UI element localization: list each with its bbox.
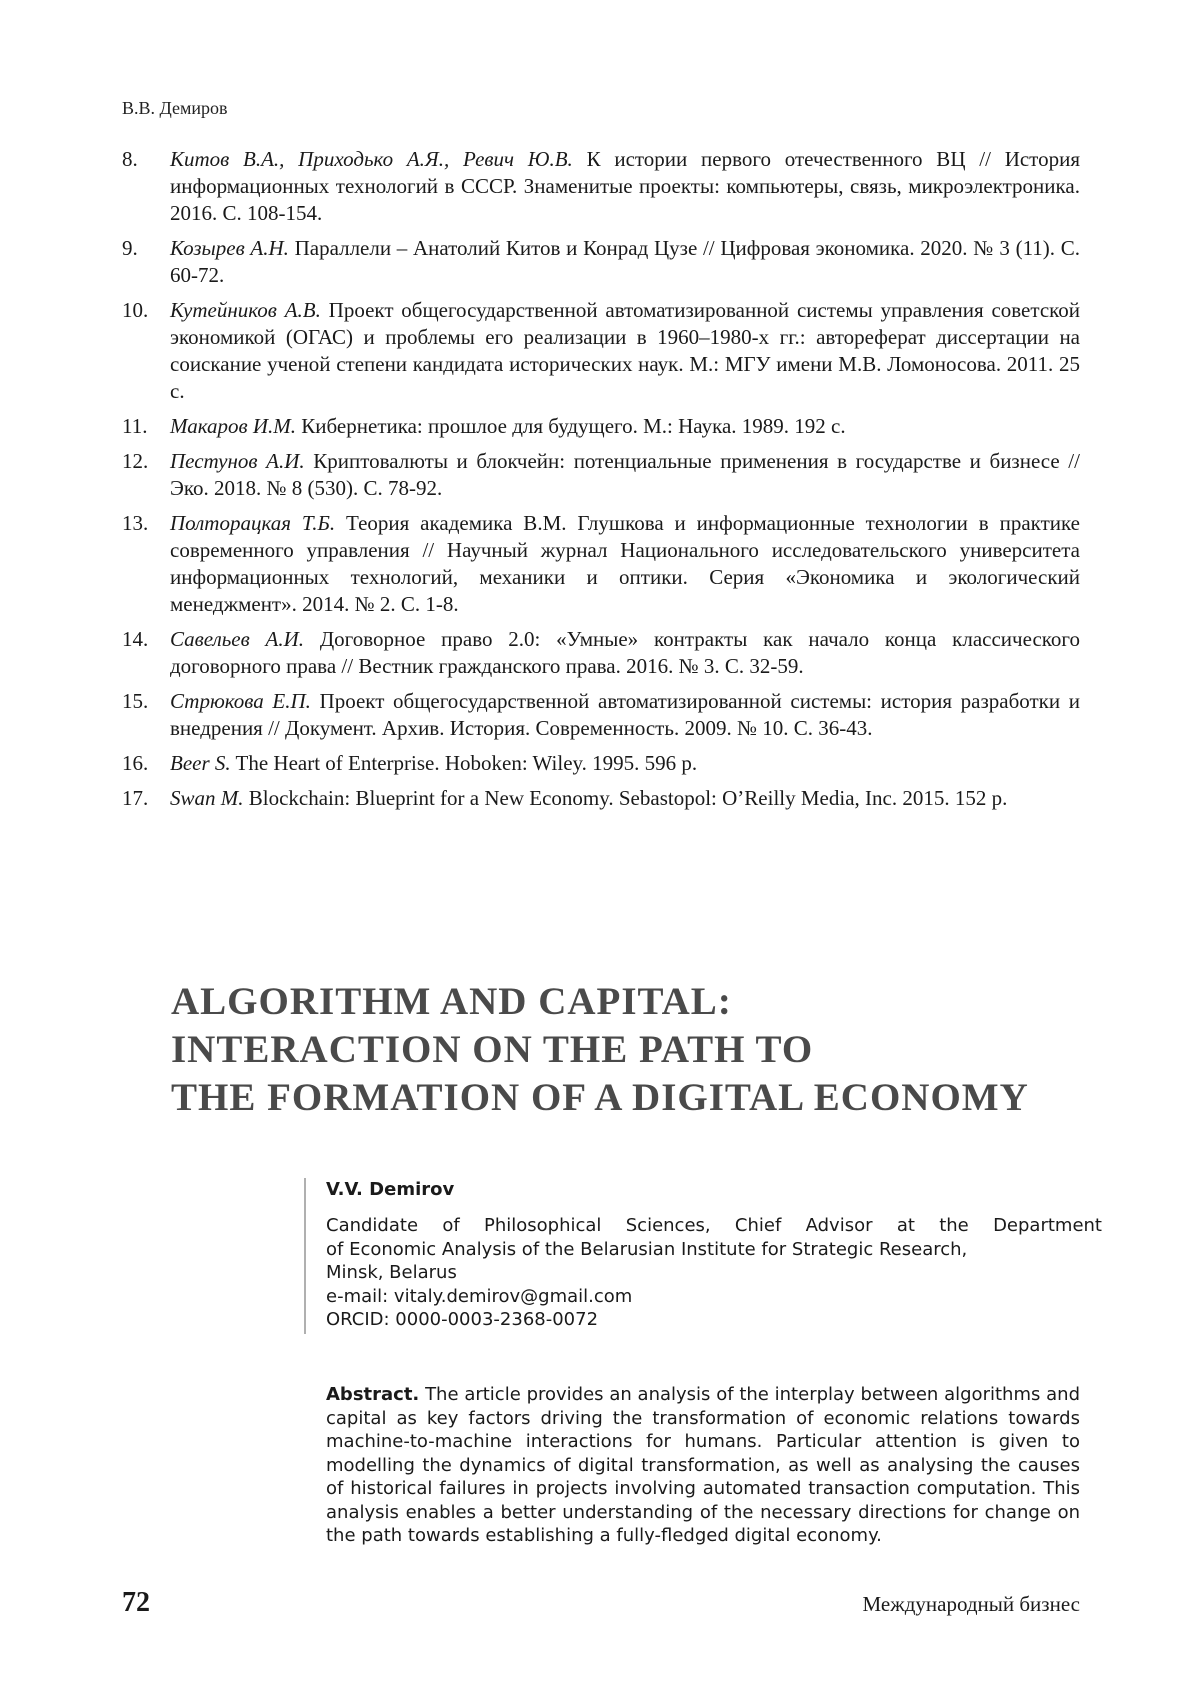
reference-author: Макаров И.М. — [170, 414, 297, 438]
affiliation-location: Minsk, Belarus — [326, 1262, 457, 1283]
reference-item — [122, 235, 1080, 289]
article-title-line: INTERACTION ON THE PATH TO — [171, 1028, 814, 1071]
abstract-text: The article provides an analysis of the interplay between algorithms and capital as key factors driving the transformation of economic relations towards machine-to-machine interactions for humans. Particular attention is given to modelling the dynamics of digital transformation, as well as analysing the causes of historical failures in projects involving automated transaction computation. This analysis enables a better understanding of the necessary directions for change on the path towards establishing a fully-fledged digital economy. — [326, 1384, 1080, 1546]
reference-item — [122, 297, 1080, 405]
author-orcid: ORCID: 0000-0003-2368-0072 — [326, 1309, 599, 1330]
reference-list — [122, 146, 1080, 820]
reference-author: Савельев А.И. — [170, 627, 305, 651]
article-title-line: ALGORITHM AND CAPITAL: — [171, 980, 732, 1023]
reference-details: К истории первого отечественного ВЦ // История информационных технологий в СССР. Знаменитые проекты: компьютеры, связь, микроэлектроника. 2016. С. 108-154. — [170, 147, 1080, 225]
reference-details: Договорное право 2.0: «Умные» контракты как начало конца классического договорного права // Вестник гражданского права. 2016. № 3. С. 32-59. — [170, 627, 1080, 678]
reference-item — [122, 688, 1080, 742]
author-info-block — [304, 1178, 1102, 1334]
reference-number: 17. — [122, 786, 149, 810]
reference-number: 15. — [122, 689, 149, 713]
affiliation-line: Candidate of Philosophical Sciences, Chief Advisor at the Department — [326, 1215, 1102, 1236]
reference-number: 14. — [122, 627, 149, 651]
reference-text — [170, 297, 1080, 405]
author-name: V.V. Demirov — [326, 1179, 455, 1200]
reference-details: Параллели – Анатолий Китов и Конрад Цузе // Цифровая экономика. 2020. № 3 (11). С. 60-72. — [170, 236, 1080, 287]
reference-author: Полторацкая Т.Б. — [170, 511, 336, 535]
reference-number: 16. — [122, 751, 149, 775]
reference-author: Стрюкова Е.П. — [170, 689, 311, 713]
reference-text — [170, 448, 1080, 502]
reference-text — [170, 413, 1080, 440]
author-email: e-mail: vitaly.demirov@gmail.com — [326, 1285, 633, 1307]
abstract-label: Abstract. — [326, 1384, 420, 1405]
reference-details: Криптовалюты и блокчейн: потенциальные применения в государстве и бизнесе // Эко. 2018. № 8 (530). С. 78-92. — [170, 449, 1080, 500]
reference-author: Swan M. — [170, 786, 244, 810]
reference-item — [122, 448, 1080, 502]
reference-text — [170, 785, 1080, 812]
page-number: 72 — [122, 1587, 150, 1618]
journal-name: Международный бизнес — [862, 1592, 1080, 1616]
running-head: В.В. Демиров — [122, 98, 228, 118]
reference-details: Проект общегосударственной автоматизированной системы: история разработки и внедрения // Документ. Архив. История. Современность. 2009. № 10. С. 36-43. — [170, 689, 1080, 740]
article-title — [171, 978, 1071, 1122]
author-affiliation — [326, 1214, 1102, 1332]
reference-details: Проект общегосударственной автоматизированной системы управления советской экономикой (ОГАС) и проблемы его реализации в 1960–1980-х гг.: автореферат диссертации на соискание ученой степени кандидата исторических наук. М.: МГУ имени М.В. Ломоносова. 2011. 25 с. — [170, 298, 1081, 403]
reference-number: 11. — [122, 414, 148, 438]
reference-author: Beer S. — [170, 751, 231, 775]
reference-item — [122, 750, 1080, 777]
reference-number: 8. — [122, 147, 138, 171]
reference-details: Теория академика В.М. Глушкова и информационные технологии в практике современного управления // Научный журнал Национального исследовательского университета информационных технологий, механики и оптики. Серия «Экономика и экологический менеджмент». 2014. № 2. С. 1-8. — [170, 511, 1080, 616]
reference-item — [122, 146, 1080, 227]
article-title-line: THE FORMATION OF A DIGITAL ECONOMY — [171, 1076, 1029, 1119]
reference-item — [122, 510, 1080, 618]
reference-item — [122, 626, 1080, 680]
reference-details: Кибернетика: прошлое для будущего. М.: Наука. 1989. 192 с. — [296, 414, 846, 438]
reference-author: Козырев А.Н. — [170, 236, 289, 260]
affiliation-line: of Economic Analysis of the Belarusian Institute for Strategic Research, — [326, 1238, 968, 1260]
reference-text — [170, 626, 1080, 680]
reference-text — [170, 510, 1080, 618]
reference-item — [122, 413, 1080, 440]
reference-details: Blockchain: Blueprint for a New Economy. Sebastopol: O’Reilly Media, Inc. 2015. 152 p. — [243, 786, 1008, 810]
reference-text — [170, 146, 1080, 227]
reference-item — [122, 785, 1080, 812]
reference-details: The Heart of Enterprise. Hoboken: Wiley. 1995. 596 p. — [230, 751, 698, 775]
reference-text — [170, 688, 1080, 742]
reference-number: 13. — [122, 511, 149, 535]
reference-text — [170, 750, 1080, 777]
reference-number: 10. — [122, 298, 149, 322]
reference-text — [170, 235, 1080, 289]
abstract — [326, 1383, 1080, 1548]
reference-author: Китов В.А., Приходько А.Я., Ревич Ю.В. — [170, 147, 573, 171]
reference-author: Пестунов А.И. — [170, 449, 305, 473]
reference-author: Кутейников А.В. — [170, 298, 321, 322]
reference-number: 12. — [122, 449, 149, 473]
reference-number: 9. — [122, 236, 138, 260]
